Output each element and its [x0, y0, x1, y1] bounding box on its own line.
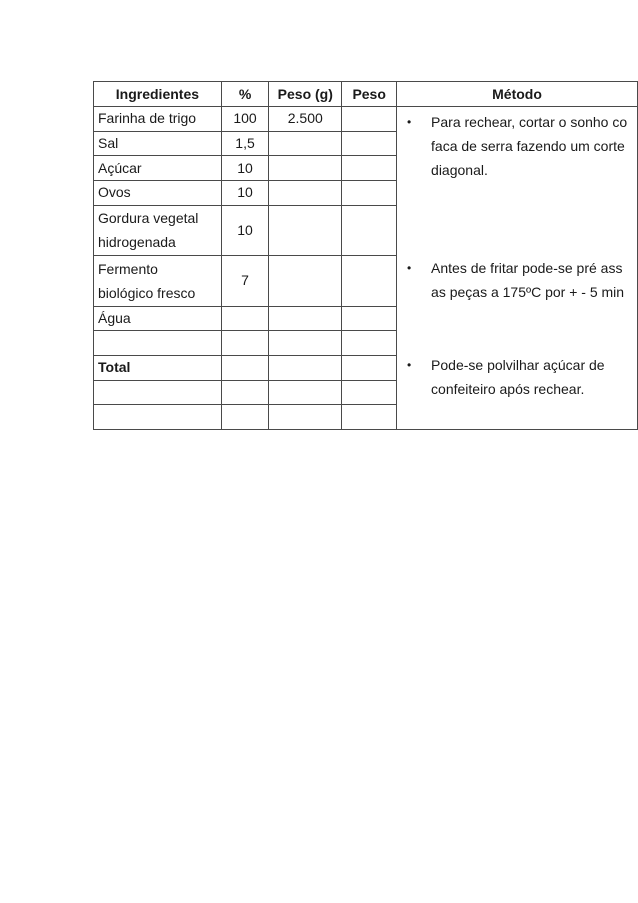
empty-cell [269, 405, 342, 430]
method-step [407, 110, 637, 182]
ingredient-name: Farinha de trigo [94, 107, 222, 132]
empty-cell [221, 331, 268, 356]
bullet-icon: • [407, 261, 412, 275]
ingredient-weight-g [269, 156, 342, 181]
empty-cell [221, 380, 268, 405]
ingredient-percent: 10 [221, 205, 268, 255]
ingredient-weight [342, 205, 397, 255]
ingredient-percent: 7 [221, 256, 268, 306]
ingredient-weight [342, 306, 397, 331]
ingredient-weight [342, 256, 397, 306]
method-line: Pode-se polvilhar açúcar de [431, 357, 605, 373]
empty-cell [269, 355, 342, 380]
total-label: Total [94, 355, 222, 380]
ingredient-name: Sal [94, 131, 222, 156]
ingredient-weight [342, 131, 397, 156]
method-line: confeiteiro após rechear. [431, 381, 585, 397]
ingredient-name: Açúcar [94, 156, 222, 181]
method-line: Antes de fritar pode-se pré ass [431, 260, 623, 276]
empty-cell [342, 355, 397, 380]
method-cell [397, 107, 638, 430]
method-step [407, 256, 637, 304]
empty-cell [342, 331, 397, 356]
ingredient-weight-g [269, 131, 342, 156]
empty-cell [342, 380, 397, 405]
ingredient-name: Ovos [94, 181, 222, 206]
method-step [407, 353, 637, 401]
ingredient-percent: 1,5 [221, 131, 268, 156]
ingredient-percent [221, 306, 268, 331]
ingredient-name: Água [94, 306, 222, 331]
ingredient-percent: 10 [221, 156, 268, 181]
method-line: diagonal. [431, 162, 488, 178]
ingredient-weight [342, 181, 397, 206]
ingredient-percent: 10 [221, 181, 268, 206]
ingredient-weight-g [269, 306, 342, 331]
empty-cell [342, 405, 397, 430]
method-line: as peças a 175ºC por + - 5 min [431, 284, 625, 300]
bullet-icon: • [407, 358, 412, 372]
empty-cell [221, 405, 268, 430]
ingredient-weight-g [269, 205, 342, 255]
ingredient-weight-g [269, 256, 342, 306]
recipe-table [93, 81, 638, 430]
ingredient-weight [342, 156, 397, 181]
ingredient-weight-g: 2.500 [269, 107, 342, 132]
empty-cell [94, 380, 222, 405]
empty-cell [269, 331, 342, 356]
ingredient-name: Gordura vegetal hidrogenada [94, 205, 222, 255]
table-row [94, 107, 638, 132]
method-line: faca de serra fazendo um corte [431, 138, 625, 154]
empty-cell [269, 380, 342, 405]
header-percent: % [221, 82, 268, 107]
method-line: Para rechear, cortar o sonho co [431, 114, 628, 130]
ingredient-percent: 100 [221, 107, 268, 132]
ingredient-weight [342, 107, 397, 132]
header-ingredientes: Ingredientes [94, 82, 222, 107]
ingredient-name: Fermento biológico fresco [94, 256, 222, 306]
header-peso: Peso [342, 82, 397, 107]
ingredient-weight-g [269, 181, 342, 206]
empty-cell [221, 355, 268, 380]
empty-cell [94, 331, 222, 356]
bullet-icon: • [407, 115, 412, 129]
empty-cell [94, 405, 222, 430]
header-metodo: Método [397, 82, 638, 107]
header-peso-g: Peso (g) [269, 82, 342, 107]
